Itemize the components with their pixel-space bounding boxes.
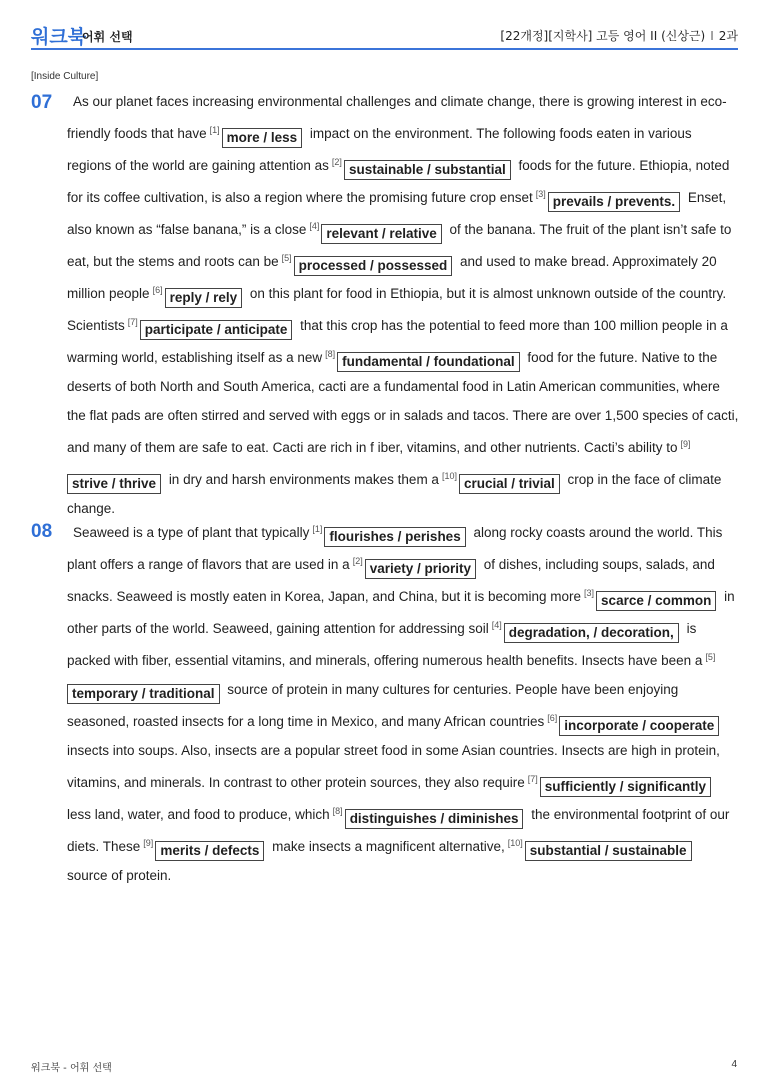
choice-box-5[interactable]: temporary / traditional	[67, 684, 220, 704]
blank-marker: [6]	[547, 713, 558, 723]
passage-text: Seaweed is a type of plant that typically	[73, 525, 310, 540]
blank-marker: [8]	[332, 806, 343, 816]
choice-box-10[interactable]: substantial / sustainable	[525, 841, 692, 861]
choice-box-8[interactable]: distinguishes / diminishes	[345, 809, 524, 829]
passage-text: food for the future. Native to the deserts of both North and South America, cacti are a fundamental food in Latin American communities, where the flat pads are often stirred and served with eggs or in salads and tacos. There are over 1,500 species of cacti, and many of them are safe to eat. Cacti are rich in f iber, vitamins, and other nutrients. Cacti’s ability to	[67, 350, 739, 455]
blank-marker: [9]	[680, 439, 691, 449]
choice-box-7[interactable]: sufficiently / significantly	[540, 777, 711, 797]
passage-text: crop in the face of climate change.	[67, 472, 722, 516]
page-header	[31, 20, 738, 50]
blank-marker: [3]	[535, 189, 546, 199]
choice-box-10[interactable]: crucial / trivial	[459, 474, 560, 494]
passage-text: impact on the environment. The following foods eaten in various regions of the world are gaining attention as	[67, 126, 692, 173]
blank-marker: [1]	[312, 524, 323, 534]
passage-text: the environmental footprint of our diets. These	[67, 807, 730, 854]
page-number: 4	[731, 1059, 737, 1070]
blank-marker: [5]	[281, 253, 292, 263]
choice-box-9[interactable]: merits / defects	[155, 841, 264, 861]
passage-text: source of protein in many cultures for centuries. People have been enjoying seasoned, roasted insects for a long time in Mexico, and many African countries	[67, 682, 679, 729]
passage-text: along rocky coasts around the world. This plant offers a range of flavors that are used in a	[67, 525, 723, 572]
passage-text: less land, water, and food to produce, which	[67, 807, 330, 822]
choice-box-7[interactable]: participate / anticipate	[140, 320, 293, 340]
passage-07	[67, 87, 739, 523]
passage-text: is packed with fiber, essential vitamins, and minerals, offering numerous health benefits. Insects have been a	[67, 621, 703, 668]
lesson-label: 2과	[718, 29, 738, 43]
brand-title: 워크북	[31, 26, 87, 48]
passage-text: that this crop has the potential to feed more than 100 million people in a warming world, establishing itself as a new	[67, 318, 728, 365]
passage-text: source of protein.	[67, 868, 172, 883]
blank-marker: [7]	[127, 317, 138, 327]
blank-marker: [4]	[491, 620, 502, 630]
question-number-08: 08	[31, 521, 53, 542]
choice-box-1[interactable]: more / less	[222, 128, 303, 148]
footer-title: 워크북 - 어휘 선택	[31, 1063, 112, 1074]
header-separator: I	[710, 29, 714, 43]
choice-box-4[interactable]: relevant / relative	[321, 224, 441, 244]
passage-text: in dry and harsh environments makes them a	[168, 472, 439, 487]
blank-marker: [4]	[309, 221, 320, 231]
choice-box-3[interactable]: scarce / common	[596, 591, 716, 611]
choice-box-8[interactable]: fundamental / foundational	[337, 352, 520, 372]
passage-text: of the banana. The fruit of the plant isn’t safe to eat, but the stems and roots can be	[67, 222, 732, 269]
choice-box-2[interactable]: sustainable / substantial	[344, 160, 511, 180]
passage-text: insects into soups. Also, insects are a popular street food in some Asian countries. Insects are high in protein, vitamins, and minerals. In contrast to other protein sources, they also require	[67, 743, 720, 790]
section-tag: [Inside Culture]	[31, 71, 99, 82]
choice-box-9[interactable]: strive / thrive	[67, 474, 161, 494]
passage-text: of dishes, including soups, salads, and snacks. Seaweed is mostly eaten in Korea, Japan, and China, but it is becoming more	[67, 557, 715, 604]
passage-text: and used to make bread. Approximately 20 million people	[67, 254, 717, 301]
question-number-07: 07	[31, 92, 53, 113]
passage-text: foods for the future. Ethiopia, noted for its coffee cultivation, is also a region where the promising future crop enset	[67, 158, 730, 205]
blank-marker: [8]	[325, 349, 336, 359]
blank-marker: [3]	[584, 588, 595, 598]
blank-marker: [9]	[143, 838, 154, 848]
choice-box-5[interactable]: processed / possessed	[294, 256, 453, 276]
choice-box-3[interactable]: prevails / prevents.	[548, 192, 680, 212]
blank-marker: [2]	[352, 556, 363, 566]
blank-marker: [6]	[152, 285, 163, 295]
blank-marker: [10]	[507, 838, 523, 848]
blank-marker: [7]	[527, 774, 538, 784]
course-info	[500, 27, 738, 44]
passage-text: As our planet faces increasing environmental challenges and climate change, there is growing interest in eco-friendly foods that have	[67, 94, 727, 141]
passage-08	[67, 515, 739, 890]
passage-text: make insects a magnificent alternative,	[272, 839, 505, 854]
choice-box-1[interactable]: flourishes / perishes	[324, 527, 465, 547]
course-title: [22개정][지학사] 고등 영어 II (신상근)	[500, 29, 706, 43]
passage-text: in other parts of the world. Seaweed, gaining attention for addressing soil	[67, 589, 735, 636]
blank-marker: [10]	[441, 471, 457, 481]
blank-marker: [5]	[705, 652, 716, 662]
choice-box-6[interactable]: reply / rely	[165, 288, 243, 308]
choice-box-6[interactable]: incorporate / cooperate	[559, 716, 719, 736]
blank-marker: [1]	[209, 125, 220, 135]
passage-text: Enset, also known as “false banana,” is a close	[67, 190, 727, 237]
passage-text: on this plant for food in Ethiopia, but it is almost unknown outside of the country. Scientists	[67, 286, 727, 333]
choice-box-4[interactable]: degradation, / decoration,	[504, 623, 679, 643]
blank-marker: [2]	[331, 157, 342, 167]
choice-box-2[interactable]: variety / priority	[365, 559, 476, 579]
brand-subtitle: 어휘 선택	[82, 30, 133, 44]
